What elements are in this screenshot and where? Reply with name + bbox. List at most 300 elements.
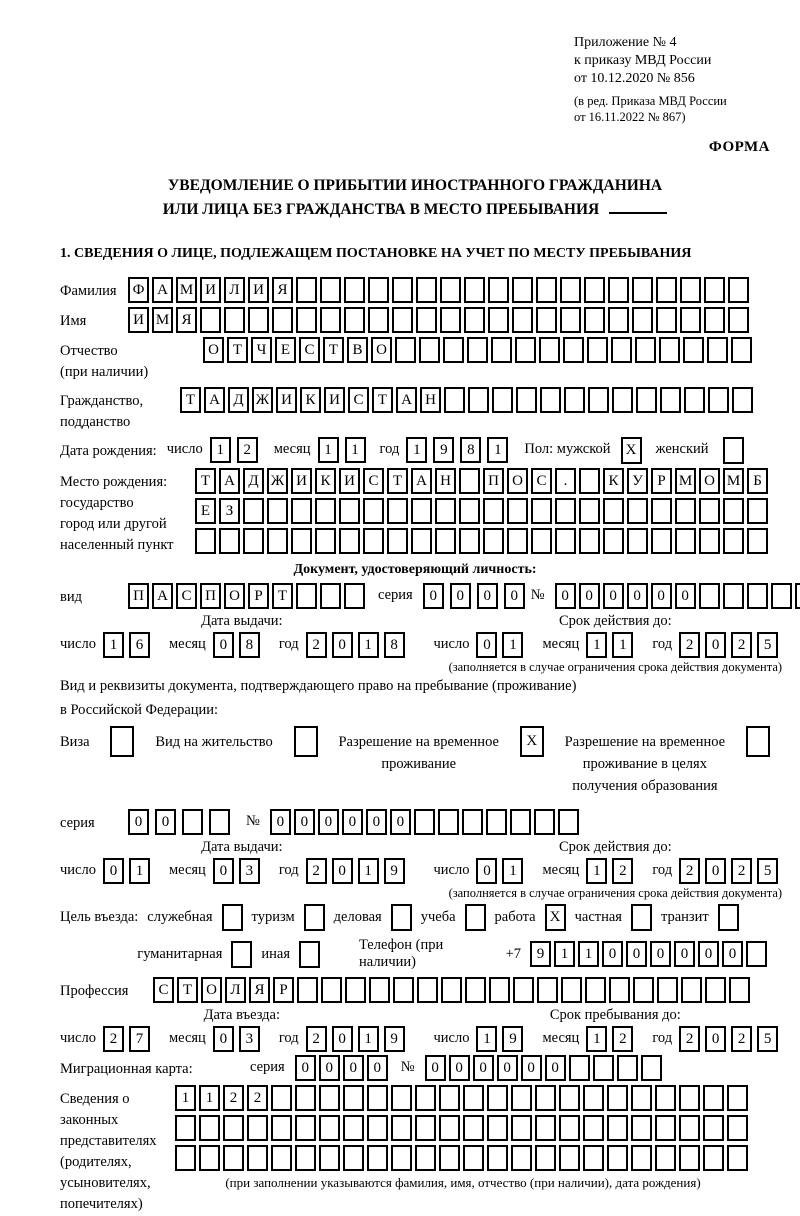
sex-female-checkbox[interactable] bbox=[723, 437, 744, 464]
char-cell[interactable]: 2 bbox=[306, 1026, 327, 1052]
char-cell[interactable]: Т bbox=[323, 337, 344, 363]
char-cell[interactable]: 2 bbox=[731, 1026, 752, 1052]
char-cell[interactable] bbox=[339, 498, 360, 524]
char-cell[interactable]: 0 bbox=[449, 1055, 470, 1081]
char-cell[interactable]: 1 bbox=[502, 632, 523, 658]
char-cell[interactable] bbox=[320, 277, 341, 303]
char-cell[interactable] bbox=[651, 528, 672, 554]
char-cell[interactable]: 0 bbox=[504, 583, 525, 609]
char-cell[interactable] bbox=[291, 528, 312, 554]
char-cell[interactable]: 0 bbox=[213, 858, 234, 884]
char-cell[interactable] bbox=[583, 1085, 604, 1111]
char-cell[interactable]: 0 bbox=[128, 809, 149, 835]
char-cell[interactable]: П bbox=[200, 583, 221, 609]
char-cell[interactable] bbox=[462, 809, 483, 835]
char-cell[interactable] bbox=[343, 1085, 364, 1111]
char-cell[interactable]: 1 bbox=[612, 632, 633, 658]
char-cell[interactable]: Т bbox=[195, 468, 216, 494]
char-cell[interactable]: 0 bbox=[423, 583, 444, 609]
purpose-work-checkbox[interactable]: X bbox=[545, 904, 566, 931]
char-cell[interactable] bbox=[487, 1115, 508, 1141]
char-cell[interactable]: Р bbox=[248, 583, 269, 609]
char-cell[interactable] bbox=[411, 528, 432, 554]
char-cell[interactable] bbox=[703, 1115, 724, 1141]
char-cell[interactable] bbox=[296, 307, 317, 333]
char-cell[interactable] bbox=[463, 1115, 484, 1141]
char-cell[interactable]: 0 bbox=[705, 858, 726, 884]
char-cell[interactable] bbox=[271, 1145, 292, 1171]
char-cell[interactable] bbox=[247, 1145, 268, 1171]
char-cell[interactable]: 0 bbox=[477, 583, 498, 609]
char-cell[interactable] bbox=[683, 337, 704, 363]
char-cell[interactable]: З bbox=[219, 498, 240, 524]
char-cell[interactable] bbox=[585, 977, 606, 1003]
char-cell[interactable] bbox=[295, 1115, 316, 1141]
char-cell[interactable]: Ж bbox=[252, 387, 273, 413]
char-cell[interactable] bbox=[512, 307, 533, 333]
char-cell[interactable] bbox=[295, 1085, 316, 1111]
char-cell[interactable] bbox=[344, 583, 365, 609]
char-cell[interactable]: А bbox=[152, 277, 173, 303]
char-cell[interactable] bbox=[320, 307, 341, 333]
char-cell[interactable] bbox=[635, 337, 656, 363]
char-cell[interactable] bbox=[699, 583, 720, 609]
char-cell[interactable]: 8 bbox=[384, 632, 405, 658]
char-cell[interactable] bbox=[660, 387, 681, 413]
char-cell[interactable] bbox=[511, 1145, 532, 1171]
char-cell[interactable] bbox=[199, 1115, 220, 1141]
char-cell[interactable]: Т bbox=[227, 337, 248, 363]
purpose-transit-checkbox[interactable] bbox=[718, 904, 739, 931]
char-cell[interactable]: Т bbox=[180, 387, 201, 413]
char-cell[interactable]: 0 bbox=[332, 1026, 353, 1052]
char-cell[interactable] bbox=[488, 307, 509, 333]
char-cell[interactable] bbox=[679, 1115, 700, 1141]
char-cell[interactable] bbox=[558, 809, 579, 835]
char-cell[interactable] bbox=[656, 307, 677, 333]
char-cell[interactable] bbox=[705, 977, 726, 1003]
char-cell[interactable] bbox=[315, 498, 336, 524]
char-cell[interactable] bbox=[459, 498, 480, 524]
char-cell[interactable] bbox=[440, 277, 461, 303]
char-cell[interactable]: И bbox=[248, 277, 269, 303]
char-cell[interactable]: О bbox=[224, 583, 245, 609]
char-cell[interactable] bbox=[319, 1115, 340, 1141]
char-cell[interactable]: Е bbox=[275, 337, 296, 363]
char-cell[interactable] bbox=[699, 498, 720, 524]
purpose-private-checkbox[interactable] bbox=[631, 904, 652, 931]
char-cell[interactable] bbox=[219, 528, 240, 554]
char-cell[interactable]: Т bbox=[372, 387, 393, 413]
char-cell[interactable]: 2 bbox=[306, 858, 327, 884]
char-cell[interactable]: К bbox=[300, 387, 321, 413]
char-cell[interactable] bbox=[411, 498, 432, 524]
char-cell[interactable]: 0 bbox=[342, 809, 363, 835]
char-cell[interactable]: 0 bbox=[476, 858, 497, 884]
char-cell[interactable] bbox=[746, 941, 767, 967]
char-cell[interactable] bbox=[535, 1115, 556, 1141]
char-cell[interactable]: 3 bbox=[239, 858, 260, 884]
char-cell[interactable]: 9 bbox=[433, 437, 454, 463]
char-cell[interactable]: К bbox=[603, 468, 624, 494]
char-cell[interactable] bbox=[603, 498, 624, 524]
char-cell[interactable] bbox=[747, 583, 768, 609]
char-cell[interactable]: И bbox=[324, 387, 345, 413]
char-cell[interactable]: И bbox=[339, 468, 360, 494]
char-cell[interactable] bbox=[344, 277, 365, 303]
char-cell[interactable]: Л bbox=[225, 977, 246, 1003]
char-cell[interactable] bbox=[680, 277, 701, 303]
char-cell[interactable] bbox=[510, 809, 531, 835]
char-cell[interactable]: 2 bbox=[679, 858, 700, 884]
char-cell[interactable]: Б bbox=[747, 468, 768, 494]
char-cell[interactable] bbox=[224, 307, 245, 333]
char-cell[interactable]: М bbox=[723, 468, 744, 494]
char-cell[interactable] bbox=[747, 528, 768, 554]
char-cell[interactable]: 1 bbox=[586, 632, 607, 658]
char-cell[interactable] bbox=[483, 528, 504, 554]
char-cell[interactable] bbox=[511, 1115, 532, 1141]
char-cell[interactable] bbox=[608, 307, 629, 333]
char-cell[interactable] bbox=[563, 337, 584, 363]
char-cell[interactable]: С bbox=[531, 468, 552, 494]
char-cell[interactable] bbox=[391, 1085, 412, 1111]
char-cell[interactable]: Р bbox=[273, 977, 294, 1003]
char-cell[interactable] bbox=[579, 498, 600, 524]
char-cell[interactable] bbox=[463, 1085, 484, 1111]
char-cell[interactable]: 3 bbox=[239, 1026, 260, 1052]
char-cell[interactable] bbox=[631, 1115, 652, 1141]
char-cell[interactable] bbox=[507, 498, 528, 524]
char-cell[interactable]: 9 bbox=[502, 1026, 523, 1052]
char-cell[interactable] bbox=[507, 528, 528, 554]
char-cell[interactable] bbox=[267, 528, 288, 554]
char-cell[interactable]: 1 bbox=[586, 858, 607, 884]
char-cell[interactable]: О bbox=[507, 468, 528, 494]
purpose-other-checkbox[interactable] bbox=[299, 941, 320, 968]
char-cell[interactable] bbox=[723, 583, 744, 609]
purpose-official-checkbox[interactable] bbox=[222, 904, 243, 931]
char-cell[interactable] bbox=[435, 528, 456, 554]
char-cell[interactable]: А bbox=[411, 468, 432, 494]
char-cell[interactable] bbox=[468, 387, 489, 413]
char-cell[interactable] bbox=[243, 498, 264, 524]
char-cell[interactable]: 2 bbox=[223, 1085, 244, 1111]
char-cell[interactable]: О bbox=[699, 468, 720, 494]
char-cell[interactable]: А bbox=[396, 387, 417, 413]
char-cell[interactable] bbox=[443, 337, 464, 363]
char-cell[interactable]: 2 bbox=[247, 1085, 268, 1111]
char-cell[interactable] bbox=[631, 1145, 652, 1171]
char-cell[interactable] bbox=[363, 528, 384, 554]
char-cell[interactable] bbox=[631, 1085, 652, 1111]
char-cell[interactable] bbox=[272, 307, 293, 333]
char-cell[interactable]: Я bbox=[272, 277, 293, 303]
char-cell[interactable]: О bbox=[203, 337, 224, 363]
char-cell[interactable] bbox=[463, 1145, 484, 1171]
char-cell[interactable] bbox=[319, 1085, 340, 1111]
char-cell[interactable] bbox=[559, 1115, 580, 1141]
char-cell[interactable] bbox=[363, 498, 384, 524]
char-cell[interactable]: 7 bbox=[129, 1026, 150, 1052]
char-cell[interactable] bbox=[727, 1145, 748, 1171]
char-cell[interactable]: 2 bbox=[731, 632, 752, 658]
char-cell[interactable] bbox=[603, 528, 624, 554]
char-cell[interactable] bbox=[559, 1085, 580, 1111]
char-cell[interactable]: 0 bbox=[698, 941, 719, 967]
char-cell[interactable] bbox=[200, 307, 221, 333]
char-cell[interactable] bbox=[467, 337, 488, 363]
char-cell[interactable]: И bbox=[276, 387, 297, 413]
char-cell[interactable]: 0 bbox=[476, 632, 497, 658]
char-cell[interactable] bbox=[611, 337, 632, 363]
char-cell[interactable]: 1 bbox=[554, 941, 575, 967]
char-cell[interactable]: 0 bbox=[450, 583, 471, 609]
char-cell[interactable] bbox=[771, 583, 792, 609]
char-cell[interactable] bbox=[536, 307, 557, 333]
char-cell[interactable]: Д bbox=[243, 468, 264, 494]
char-cell[interactable]: А bbox=[204, 387, 225, 413]
char-cell[interactable] bbox=[632, 307, 653, 333]
char-cell[interactable] bbox=[534, 809, 555, 835]
char-cell[interactable] bbox=[608, 277, 629, 303]
char-cell[interactable] bbox=[465, 977, 486, 1003]
char-cell[interactable]: И bbox=[200, 277, 221, 303]
char-cell[interactable]: 0 bbox=[545, 1055, 566, 1081]
char-cell[interactable] bbox=[243, 528, 264, 554]
char-cell[interactable]: 0 bbox=[318, 809, 339, 835]
char-cell[interactable]: Н bbox=[420, 387, 441, 413]
char-cell[interactable]: 0 bbox=[603, 583, 624, 609]
char-cell[interactable] bbox=[584, 307, 605, 333]
char-cell[interactable] bbox=[535, 1085, 556, 1111]
char-cell[interactable] bbox=[419, 337, 440, 363]
char-cell[interactable]: 0 bbox=[332, 858, 353, 884]
char-cell[interactable] bbox=[559, 1145, 580, 1171]
char-cell[interactable] bbox=[728, 307, 749, 333]
char-cell[interactable]: 9 bbox=[530, 941, 551, 967]
char-cell[interactable]: 0 bbox=[295, 1055, 316, 1081]
purpose-humanitarian-checkbox[interactable] bbox=[231, 941, 252, 968]
char-cell[interactable] bbox=[583, 1115, 604, 1141]
char-cell[interactable]: 1 bbox=[199, 1085, 220, 1111]
char-cell[interactable] bbox=[679, 1085, 700, 1111]
char-cell[interactable] bbox=[175, 1145, 196, 1171]
char-cell[interactable] bbox=[464, 307, 485, 333]
char-cell[interactable] bbox=[439, 1115, 460, 1141]
char-cell[interactable]: 8 bbox=[460, 437, 481, 463]
char-cell[interactable] bbox=[339, 528, 360, 554]
char-cell[interactable] bbox=[248, 307, 269, 333]
char-cell[interactable] bbox=[564, 387, 585, 413]
char-cell[interactable] bbox=[417, 977, 438, 1003]
char-cell[interactable] bbox=[617, 1055, 638, 1081]
char-cell[interactable]: Я bbox=[176, 307, 197, 333]
char-cell[interactable]: 0 bbox=[722, 941, 743, 967]
char-cell[interactable]: 2 bbox=[679, 1026, 700, 1052]
char-cell[interactable]: 0 bbox=[651, 583, 672, 609]
char-cell[interactable]: Я bbox=[249, 977, 270, 1003]
char-cell[interactable] bbox=[588, 387, 609, 413]
char-cell[interactable]: 0 bbox=[674, 941, 695, 967]
char-cell[interactable] bbox=[609, 977, 630, 1003]
char-cell[interactable]: 2 bbox=[103, 1026, 124, 1052]
char-cell[interactable] bbox=[415, 1085, 436, 1111]
char-cell[interactable]: 0 bbox=[425, 1055, 446, 1081]
char-cell[interactable]: 1 bbox=[487, 437, 508, 463]
char-cell[interactable]: 0 bbox=[366, 809, 387, 835]
char-cell[interactable] bbox=[464, 277, 485, 303]
char-cell[interactable]: 0 bbox=[650, 941, 671, 967]
char-cell[interactable]: 8 bbox=[239, 632, 260, 658]
char-cell[interactable]: И bbox=[291, 468, 312, 494]
char-cell[interactable] bbox=[415, 1145, 436, 1171]
char-cell[interactable] bbox=[531, 498, 552, 524]
char-cell[interactable] bbox=[435, 498, 456, 524]
char-cell[interactable] bbox=[491, 337, 512, 363]
char-cell[interactable] bbox=[416, 307, 437, 333]
visa-checkbox[interactable] bbox=[110, 726, 134, 757]
char-cell[interactable]: 1 bbox=[578, 941, 599, 967]
char-cell[interactable]: С bbox=[299, 337, 320, 363]
char-cell[interactable] bbox=[223, 1115, 244, 1141]
char-cell[interactable] bbox=[579, 468, 600, 494]
char-cell[interactable] bbox=[540, 387, 561, 413]
char-cell[interactable] bbox=[607, 1085, 628, 1111]
char-cell[interactable] bbox=[555, 528, 576, 554]
char-cell[interactable] bbox=[727, 1085, 748, 1111]
char-cell[interactable] bbox=[560, 307, 581, 333]
char-cell[interactable] bbox=[487, 1085, 508, 1111]
char-cell[interactable]: 0 bbox=[213, 632, 234, 658]
char-cell[interactable] bbox=[627, 528, 648, 554]
char-cell[interactable]: В bbox=[347, 337, 368, 363]
char-cell[interactable] bbox=[296, 583, 317, 609]
char-cell[interactable] bbox=[267, 498, 288, 524]
char-cell[interactable] bbox=[560, 277, 581, 303]
char-cell[interactable] bbox=[704, 307, 725, 333]
char-cell[interactable] bbox=[515, 337, 536, 363]
char-cell[interactable] bbox=[655, 1145, 676, 1171]
char-cell[interactable] bbox=[723, 498, 744, 524]
char-cell[interactable]: С bbox=[176, 583, 197, 609]
char-cell[interactable]: С bbox=[153, 977, 174, 1003]
char-cell[interactable] bbox=[579, 528, 600, 554]
char-cell[interactable] bbox=[439, 1085, 460, 1111]
char-cell[interactable]: 0 bbox=[367, 1055, 388, 1081]
char-cell[interactable] bbox=[607, 1115, 628, 1141]
char-cell[interactable] bbox=[512, 277, 533, 303]
char-cell[interactable]: 1 bbox=[502, 858, 523, 884]
char-cell[interactable] bbox=[195, 528, 216, 554]
char-cell[interactable] bbox=[675, 498, 696, 524]
char-cell[interactable]: Ф bbox=[128, 277, 149, 303]
char-cell[interactable]: 0 bbox=[602, 941, 623, 967]
temp-residence-checkbox[interactable]: X bbox=[520, 726, 544, 757]
char-cell[interactable] bbox=[223, 1145, 244, 1171]
char-cell[interactable] bbox=[271, 1085, 292, 1111]
char-cell[interactable]: П bbox=[128, 583, 149, 609]
char-cell[interactable] bbox=[343, 1145, 364, 1171]
char-cell[interactable]: 0 bbox=[555, 583, 576, 609]
char-cell[interactable]: 1 bbox=[358, 1026, 379, 1052]
char-cell[interactable] bbox=[583, 1145, 604, 1171]
char-cell[interactable]: 1 bbox=[210, 437, 231, 463]
char-cell[interactable]: Ж bbox=[267, 468, 288, 494]
char-cell[interactable]: Т bbox=[177, 977, 198, 1003]
char-cell[interactable]: 0 bbox=[390, 809, 411, 835]
char-cell[interactable]: У bbox=[627, 468, 648, 494]
char-cell[interactable]: 2 bbox=[679, 632, 700, 658]
char-cell[interactable] bbox=[459, 468, 480, 494]
char-cell[interactable]: 1 bbox=[318, 437, 339, 463]
char-cell[interactable] bbox=[321, 977, 342, 1003]
char-cell[interactable] bbox=[414, 809, 435, 835]
char-cell[interactable] bbox=[699, 528, 720, 554]
char-cell[interactable]: . bbox=[555, 468, 576, 494]
char-cell[interactable]: 5 bbox=[757, 632, 778, 658]
char-cell[interactable] bbox=[416, 277, 437, 303]
char-cell[interactable] bbox=[704, 277, 725, 303]
char-cell[interactable] bbox=[708, 387, 729, 413]
temp-residence-edu-checkbox[interactable] bbox=[746, 726, 770, 757]
char-cell[interactable]: 0 bbox=[626, 941, 647, 967]
char-cell[interactable]: П bbox=[483, 468, 504, 494]
char-cell[interactable] bbox=[539, 337, 560, 363]
char-cell[interactable] bbox=[703, 1085, 724, 1111]
char-cell[interactable]: 0 bbox=[294, 809, 315, 835]
char-cell[interactable]: Н bbox=[435, 468, 456, 494]
char-cell[interactable]: 5 bbox=[757, 858, 778, 884]
char-cell[interactable] bbox=[387, 498, 408, 524]
char-cell[interactable]: 1 bbox=[406, 437, 427, 463]
char-cell[interactable] bbox=[561, 977, 582, 1003]
char-cell[interactable]: 0 bbox=[270, 809, 291, 835]
char-cell[interactable] bbox=[569, 1055, 590, 1081]
char-cell[interactable] bbox=[391, 1115, 412, 1141]
char-cell[interactable] bbox=[655, 1085, 676, 1111]
char-cell[interactable] bbox=[319, 1145, 340, 1171]
char-cell[interactable] bbox=[296, 277, 317, 303]
char-cell[interactable] bbox=[731, 337, 752, 363]
char-cell[interactable] bbox=[593, 1055, 614, 1081]
char-cell[interactable] bbox=[747, 498, 768, 524]
char-cell[interactable] bbox=[175, 1115, 196, 1141]
char-cell[interactable] bbox=[368, 307, 389, 333]
char-cell[interactable] bbox=[627, 498, 648, 524]
char-cell[interactable] bbox=[641, 1055, 662, 1081]
char-cell[interactable] bbox=[483, 498, 504, 524]
char-cell[interactable]: 0 bbox=[705, 1026, 726, 1052]
char-cell[interactable]: С bbox=[348, 387, 369, 413]
char-cell[interactable] bbox=[489, 977, 510, 1003]
char-cell[interactable]: 0 bbox=[497, 1055, 518, 1081]
char-cell[interactable]: О bbox=[201, 977, 222, 1003]
purpose-tourism-checkbox[interactable] bbox=[304, 904, 325, 931]
purpose-business-checkbox[interactable] bbox=[391, 904, 412, 931]
char-cell[interactable] bbox=[343, 1115, 364, 1141]
char-cell[interactable] bbox=[387, 528, 408, 554]
char-cell[interactable] bbox=[395, 337, 416, 363]
char-cell[interactable]: М bbox=[176, 277, 197, 303]
char-cell[interactable] bbox=[723, 528, 744, 554]
char-cell[interactable] bbox=[392, 307, 413, 333]
char-cell[interactable] bbox=[182, 809, 203, 835]
char-cell[interactable]: 2 bbox=[731, 858, 752, 884]
char-cell[interactable] bbox=[516, 387, 537, 413]
char-cell[interactable]: О bbox=[371, 337, 392, 363]
char-cell[interactable] bbox=[632, 277, 653, 303]
